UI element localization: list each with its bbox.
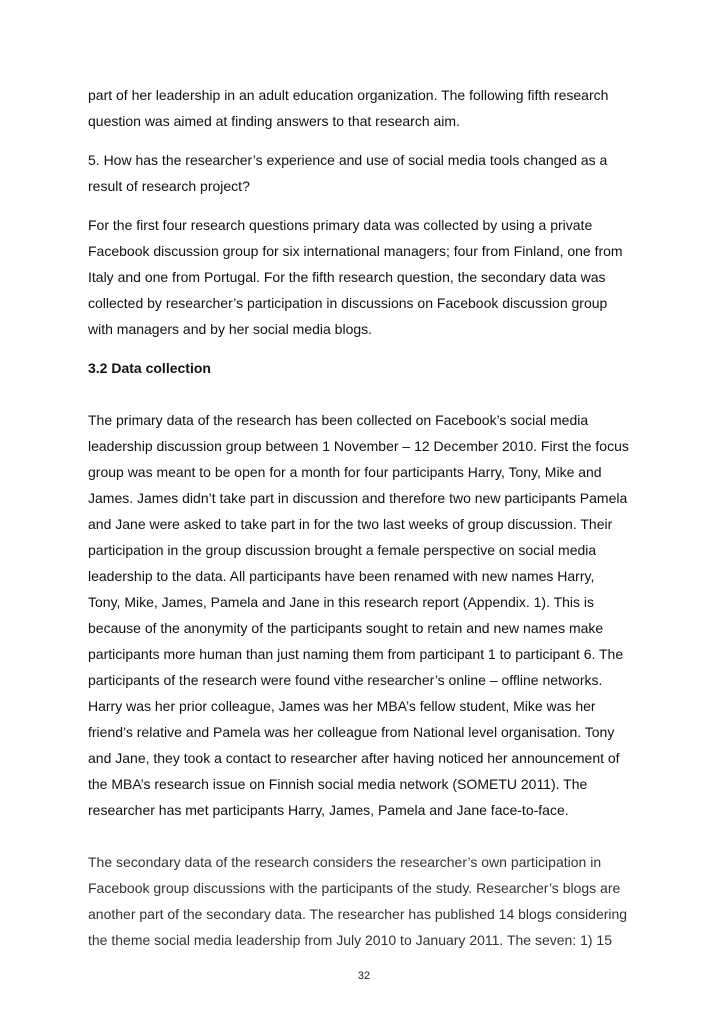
text-line: The primary data of the research has been collected on Facebook’s social media — [88, 412, 589, 428]
text-line: the MBA’s research issue on Finnish social media network (SOMETU 2011). The — [88, 776, 588, 792]
text-line: Italy and one from Portugal. For the fifth research question, the secondary data was — [88, 269, 606, 285]
text-line: leadership discussion group between 1 November – 12 December 2010. First the focus — [88, 438, 629, 454]
text-line: Harry was her prior colleague, James was her MBA’s fellow student, Mike was her — [88, 698, 596, 714]
text-line: because of the anonymity of the participants sought to retain and new names make — [88, 620, 604, 636]
page-body — [88, 82, 660, 966]
text-line: For the first four research questions primary data was collected by using a private — [88, 217, 593, 233]
text-line: Facebook discussion group for six international managers; four from Finland, one from — [88, 243, 623, 259]
text-line: researcher has met participants Harry, James, Pamela and Jane face-to-face. — [88, 802, 569, 818]
paragraph-research-question-5 — [88, 147, 660, 199]
text-line: question was aimed at finding answers to that research aim. — [88, 113, 460, 129]
text-line: Tony, Mike, James, Pamela and Jane in this research report (Appendix. 1). This is — [88, 594, 595, 610]
text-line: part of her leadership in an adult education organization. The following fifth research — [88, 87, 609, 103]
paragraph-data-overview — [88, 212, 660, 342]
text-line: and Jane, they took a contact to researcher after having noticed her announcement of — [88, 750, 620, 766]
text-line: friend’s relative and Pamela was her colleague from National level organisation. Tony — [88, 724, 615, 740]
text-line: participation in the group discussion brought a female perspective on social media — [88, 542, 597, 558]
paragraph-primary-data — [88, 407, 660, 823]
text-line: James. James didn’t take part in discussion and therefore two new participants Pamela — [88, 490, 628, 506]
text-line: participants of the research were found vithe researcher’s online – offline networks. — [88, 672, 603, 688]
text-line: the theme social media leadership from July 2010 to January 2011. The seven: 1) 15 — [88, 932, 613, 948]
text-line: The secondary data of the research considers the researcher’s own participation in — [88, 854, 602, 870]
text-line: and Jane were asked to take part in for the two last weeks of group discussion. Their — [88, 516, 613, 532]
text-line: result of research project? — [88, 178, 250, 194]
section-heading-text: 3.2 Data collection — [88, 360, 211, 376]
section-heading — [88, 355, 660, 381]
text-line: group was meant to be open for a month for four participants Harry, Tony, Mike and — [88, 464, 602, 480]
text-line: collected by researcher’s participation in discussions on Facebook discussion group — [88, 295, 608, 311]
page-number: 32 — [357, 970, 371, 982]
text-line: leadership to the data. All participants have been renamed with new names Harry, — [88, 568, 595, 584]
paragraph-secondary-data — [88, 849, 660, 953]
text-line: 5. How has the researcher’s experience and use of social media tools changed as a — [88, 152, 608, 168]
text-line: another part of the secondary data. The researcher has published 14 blogs considering — [88, 906, 628, 922]
text-line: Facebook group discussions with the participants of the study. Researcher’s blogs are — [88, 880, 621, 896]
paragraph-intro — [88, 82, 660, 134]
text-line: with managers and by her social media blogs. — [88, 321, 373, 337]
text-line: participants more human than just naming them from participant 1 to participant 6. The — [88, 646, 624, 662]
